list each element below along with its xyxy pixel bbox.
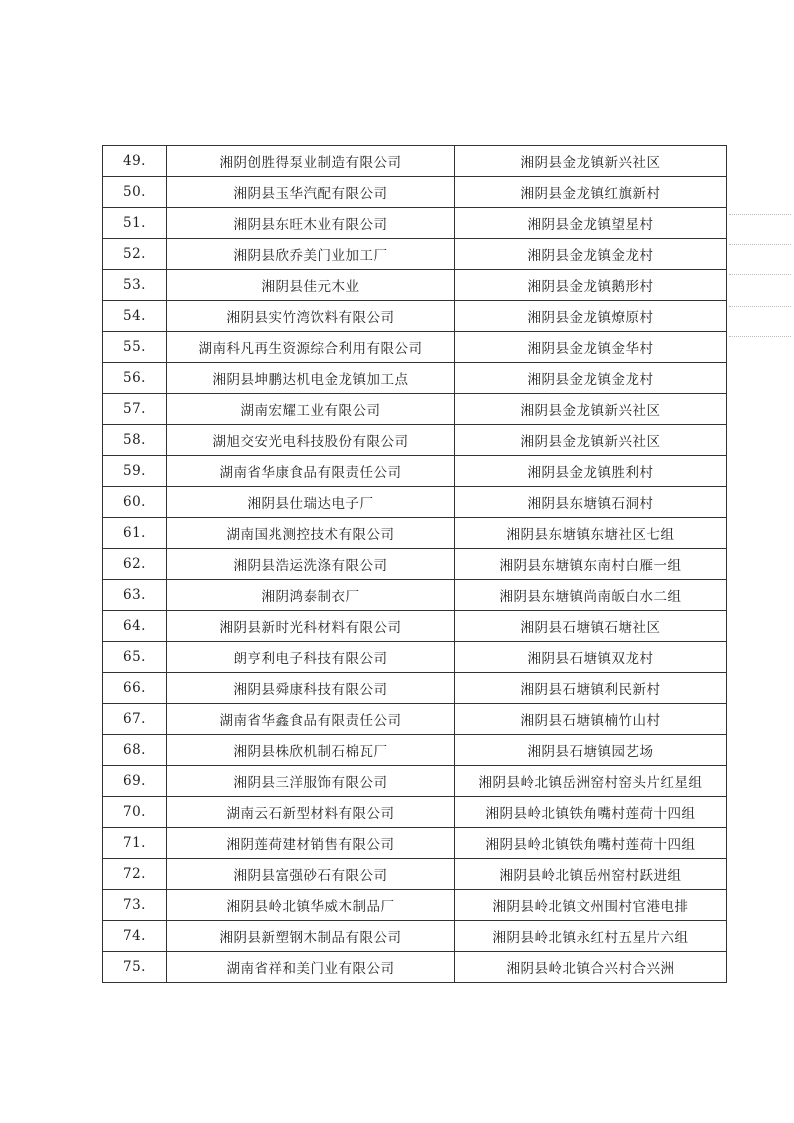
company-address: 湘阴县岭北镇岳州窑村跃进组 (455, 859, 727, 890)
table-row (103, 363, 727, 394)
company-name: 湖南云石新型材料有限公司 (167, 797, 455, 828)
company-name: 湘阴县富强砂石有限公司 (167, 859, 455, 890)
company-name: 湘阴创胜得泵业制造有限公司 (167, 146, 455, 177)
table-row (103, 332, 727, 363)
company-name: 湘阴县浩运洗涤有限公司 (167, 549, 455, 580)
table-row (103, 890, 727, 921)
row-number: 58. (103, 425, 167, 456)
row-number: 64. (103, 611, 167, 642)
dot-leader (729, 336, 791, 337)
company-address: 湘阴县金龙镇红旗新村 (455, 177, 727, 208)
table-row (103, 270, 727, 301)
dot-leader (729, 274, 791, 275)
company-address: 湘阴县岭北镇文州围村官港电排 (455, 890, 727, 921)
table-row (103, 642, 727, 673)
dot-leader (729, 244, 791, 245)
company-address: 湘阴县金龙镇新兴社区 (455, 425, 727, 456)
row-number: 65. (103, 642, 167, 673)
row-number: 53. (103, 270, 167, 301)
table-row (103, 456, 727, 487)
table-row (103, 487, 727, 518)
company-address: 湘阴县岭北镇合兴村合兴洲 (455, 952, 727, 983)
table-row (103, 146, 727, 177)
row-number: 66. (103, 673, 167, 704)
row-number: 68. (103, 735, 167, 766)
company-address: 湘阴县岭北镇铁角嘴村莲荷十四组 (455, 828, 727, 859)
company-name: 湖旭交安光电科技股份有限公司 (167, 425, 455, 456)
company-address: 湘阴县东塘镇石洞村 (455, 487, 727, 518)
company-name: 湘阴县新塑钢木制品有限公司 (167, 921, 455, 952)
company-name: 湘阴县坤鹏达机电金龙镇加工点 (167, 363, 455, 394)
company-name: 湘阴县舜康科技有限公司 (167, 673, 455, 704)
company-address: 湘阴县金龙镇鹅形村 (455, 270, 727, 301)
company-name: 湖南省祥和美门业有限公司 (167, 952, 455, 983)
row-number: 67. (103, 704, 167, 735)
row-number: 75. (103, 952, 167, 983)
company-name: 湘阴县欣乔美门业加工厂 (167, 239, 455, 270)
table-row (103, 208, 727, 239)
company-name: 湘阴县玉华汽配有限公司 (167, 177, 455, 208)
row-number: 57. (103, 394, 167, 425)
row-number: 72. (103, 859, 167, 890)
table-row (103, 177, 727, 208)
table-row (103, 611, 727, 642)
row-number: 74. (103, 921, 167, 952)
table-row (103, 518, 727, 549)
table-row (103, 735, 727, 766)
company-name: 湘阴县佳元木业 (167, 270, 455, 301)
table-row (103, 549, 727, 580)
row-number: 52. (103, 239, 167, 270)
row-number: 62. (103, 549, 167, 580)
company-address: 湘阴县石塘镇石塘社区 (455, 611, 727, 642)
row-number: 50. (103, 177, 167, 208)
company-address: 湘阴县金龙镇望星村 (455, 208, 727, 239)
company-address: 湘阴县石塘镇楠竹山村 (455, 704, 727, 735)
company-name: 湖南国兆测控技术有限公司 (167, 518, 455, 549)
company-address: 湘阴县岭北镇永红村五星片六组 (455, 921, 727, 952)
company-name: 湘阴莲荷建材销售有限公司 (167, 828, 455, 859)
company-name: 湖南宏耀工业有限公司 (167, 394, 455, 425)
company-name: 湘阴县岭北镇华威木制品厂 (167, 890, 455, 921)
company-address: 湘阴县金龙镇新兴社区 (455, 394, 727, 425)
table-row (103, 952, 727, 983)
row-number: 49. (103, 146, 167, 177)
dot-leader (729, 306, 791, 307)
row-number: 73. (103, 890, 167, 921)
row-number: 63. (103, 580, 167, 611)
table-row (103, 828, 727, 859)
margin-dot-leaders (725, 200, 794, 400)
company-address: 湘阴县石塘镇园艺场 (455, 735, 727, 766)
enterprise-table (102, 145, 727, 983)
table-row (103, 859, 727, 890)
table-row (103, 921, 727, 952)
table-row (103, 766, 727, 797)
company-address: 湘阴县东塘镇东塘社区七组 (455, 518, 727, 549)
row-number: 61. (103, 518, 167, 549)
company-address: 湘阴县金龙镇金龙村 (455, 239, 727, 270)
company-address: 湘阴县金龙镇新兴社区 (455, 146, 727, 177)
company-name: 湘阴县仕瑞达电子厂 (167, 487, 455, 518)
row-number: 54. (103, 301, 167, 332)
company-address: 湘阴县东塘镇东南村白雁一组 (455, 549, 727, 580)
row-number: 70. (103, 797, 167, 828)
row-number: 55. (103, 332, 167, 363)
company-address: 湘阴县石塘镇利民新村 (455, 673, 727, 704)
dot-leader (729, 214, 791, 215)
company-address: 湘阴县金龙镇金龙村 (455, 363, 727, 394)
table-row (103, 797, 727, 828)
row-number: 56. (103, 363, 167, 394)
company-address: 湘阴县东塘镇尚南皈白水二组 (455, 580, 727, 611)
company-name: 湘阴鸿泰制衣厂 (167, 580, 455, 611)
company-name: 湘阴县三洋服饰有限公司 (167, 766, 455, 797)
company-name: 朗亨利电子科技有限公司 (167, 642, 455, 673)
table-row (103, 425, 727, 456)
table-row (103, 239, 727, 270)
company-name: 湖南省华康食品有限责任公司 (167, 456, 455, 487)
company-address: 湘阴县金龙镇燎原村 (455, 301, 727, 332)
company-address: 湘阴县金龙镇胜利村 (455, 456, 727, 487)
table-row (103, 704, 727, 735)
company-address: 湘阴县岭北镇岳洲窑村窑头片红星组 (455, 766, 727, 797)
company-name: 湘阴县实竹湾饮料有限公司 (167, 301, 455, 332)
row-number: 51. (103, 208, 167, 239)
row-number: 69. (103, 766, 167, 797)
table-row (103, 580, 727, 611)
table-body (103, 146, 727, 983)
company-name: 湘阴县新时光科材料有限公司 (167, 611, 455, 642)
company-name: 湖南科凡再生资源综合利用有限公司 (167, 332, 455, 363)
company-address: 湘阴县岭北镇铁角嘴村莲荷十四组 (455, 797, 727, 828)
row-number: 71. (103, 828, 167, 859)
company-address: 湘阴县金龙镇金华村 (455, 332, 727, 363)
table-row (103, 301, 727, 332)
row-number: 59. (103, 456, 167, 487)
table-row (103, 394, 727, 425)
company-address: 湘阴县石塘镇双龙村 (455, 642, 727, 673)
row-number: 60. (103, 487, 167, 518)
company-name: 湘阴县株欣机制石棉瓦厂 (167, 735, 455, 766)
table-row (103, 673, 727, 704)
company-name: 湘阴县东旺木业有限公司 (167, 208, 455, 239)
company-name: 湖南省华鑫食品有限责任公司 (167, 704, 455, 735)
